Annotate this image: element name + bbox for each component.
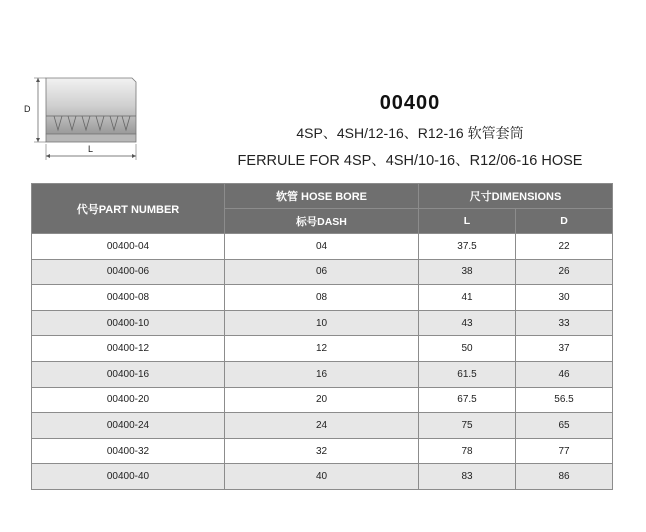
cell-l: 61.5 (419, 361, 516, 387)
table-row (32, 310, 613, 336)
cell-d: 33 (516, 310, 613, 336)
cell-part-number: 00400-06 (32, 259, 225, 285)
cell-dash: 32 (225, 438, 419, 464)
cell-dash: 04 (225, 234, 419, 260)
cell-part-number: 00400-04 (32, 234, 225, 260)
table-row (32, 413, 613, 439)
cell-part-number: 00400-16 (32, 361, 225, 387)
cell-l: 83 (419, 464, 516, 490)
cell-l: 38 (419, 259, 516, 285)
header-l: L (419, 209, 516, 234)
table-row (32, 387, 613, 413)
table-row (32, 234, 613, 260)
ferrule-drawing (22, 70, 152, 170)
dimension-label-d: D (24, 104, 31, 114)
cell-l: 78 (419, 438, 516, 464)
cell-dash: 10 (225, 310, 419, 336)
cell-l: 67.5 (419, 387, 516, 413)
cell-part-number: 00400-10 (32, 310, 225, 336)
cell-part-number: 00400-32 (32, 438, 225, 464)
dimensions-table (31, 183, 613, 490)
header-dimensions: 尺寸DIMENSIONS (419, 184, 613, 209)
header-d: D (516, 209, 613, 234)
cell-l: 50 (419, 336, 516, 362)
cell-d: 26 (516, 259, 613, 285)
cell-dash: 24 (225, 413, 419, 439)
cell-dash: 08 (225, 285, 419, 311)
header-dash: 标号DASH (225, 209, 419, 234)
title-block (200, 92, 620, 170)
table-row (32, 336, 613, 362)
header-part-number: 代号PART NUMBER (32, 184, 225, 234)
cell-d: 65 (516, 413, 613, 439)
cell-part-number: 00400-40 (32, 464, 225, 490)
ferrule-cross-section-icon (22, 70, 152, 170)
cell-dash: 16 (225, 361, 419, 387)
cell-l: 75 (419, 413, 516, 439)
dimension-label-l: L (88, 144, 94, 154)
cell-d: 30 (516, 285, 613, 311)
table-row (32, 464, 613, 490)
cell-l: 43 (419, 310, 516, 336)
cell-l: 37.5 (419, 234, 516, 260)
cell-dash: 20 (225, 387, 419, 413)
product-title-cn: 4SP、4SH/12-16、R12-16 软管套筒 (296, 125, 524, 141)
table-row (32, 259, 613, 285)
cell-l: 41 (419, 285, 516, 311)
cell-dash: 06 (225, 259, 419, 285)
table-row (32, 285, 613, 311)
product-code: 00400 (379, 92, 441, 114)
cell-d: 86 (516, 464, 613, 490)
cell-dash: 12 (225, 336, 419, 362)
cell-d: 22 (516, 234, 613, 260)
table-row (32, 361, 613, 387)
product-title-en: FERRULE FOR 4SP、4SH/10-16、R12/06-16 HOSE (237, 153, 583, 169)
cell-d: 56.5 (516, 387, 613, 413)
cell-d: 37 (516, 336, 613, 362)
table-row (32, 438, 613, 464)
header-hose-bore: 软管 HOSE BORE (225, 184, 419, 209)
cell-dash: 40 (225, 464, 419, 490)
cell-part-number: 00400-08 (32, 285, 225, 311)
cell-part-number: 00400-12 (32, 336, 225, 362)
cell-d: 46 (516, 361, 613, 387)
cell-d: 77 (516, 438, 613, 464)
cell-part-number: 00400-20 (32, 387, 225, 413)
cell-part-number: 00400-24 (32, 413, 225, 439)
